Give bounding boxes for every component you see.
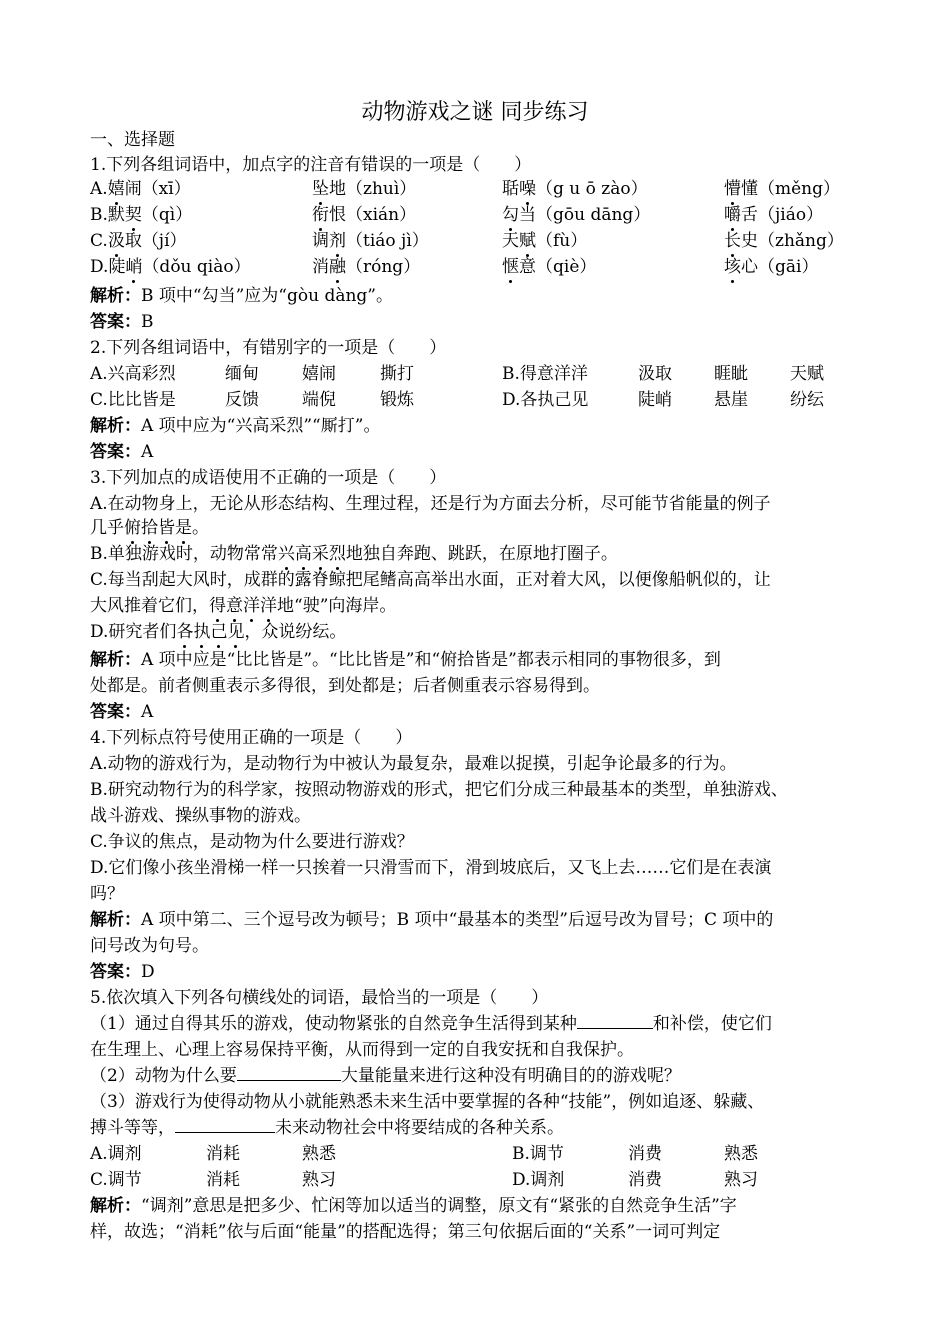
analysis-label: 解析： — [90, 1196, 141, 1216]
answer-text: A — [141, 442, 154, 462]
pinyin: （qì） — [141, 205, 193, 225]
q5-analysis-line2: 样，故选；“消耗”依与后面“能量”的搭配选得；第三句依据后面的“关系”一词可判定 — [90, 1222, 721, 1242]
q5-option-word: C.调节 — [90, 1170, 142, 1190]
analysis-text: A 项中第二、三个逗号改为顿号；B 项中“最基本的类型”后逗号改为冒号；C 项中的 — [141, 910, 774, 930]
q1-answer — [90, 310, 154, 334]
dotted-char: 坠 — [312, 179, 329, 199]
answer-label: 答案： — [90, 312, 141, 332]
q1-option: A.嬉闹（xī） — [90, 179, 191, 199]
word-char: 聒 — [502, 179, 519, 199]
q2-stem: 2.下列各组词语中，有错别字的一项是（ ） — [90, 338, 447, 358]
dotted-char: 噪 — [519, 179, 536, 199]
text-run: 搏斗等等， — [90, 1118, 175, 1138]
word-char: 当 — [519, 205, 536, 225]
dotted-char: 见 — [227, 622, 245, 642]
word-char: 恨 — [329, 205, 346, 225]
dotted-char: 各 — [176, 622, 194, 642]
word-char: 取 — [124, 231, 142, 251]
q5-stem: 5.依次填入下列各句横线处的词语，最恰当的一项是（ ） — [90, 988, 549, 1008]
word-char: 调 — [312, 231, 329, 251]
q4-option-a: A.动物的游戏行为，是动物行为中被认为最复杂，最难以捉摸，引起争论最多的行为。 — [90, 754, 737, 774]
text-run: 未来动物社会中将要结成的各种关系。 — [275, 1118, 564, 1138]
pinyin: （xián） — [346, 205, 417, 225]
q1-option — [724, 177, 840, 201]
q2-option-word: 天赋 — [790, 364, 824, 384]
q5-option-word: B.调节 — [512, 1144, 564, 1164]
text-run: ，众说纷纭。 — [244, 622, 347, 642]
q3-analysis-line2: 处都是。前者侧重表示多得很，到处都是；后者侧重表示容易得到。 — [90, 676, 600, 696]
q5-option-word: D.调剂 — [512, 1170, 565, 1190]
pinyin: （jiáo） — [758, 205, 824, 225]
dotted-idiom — [176, 622, 244, 642]
q5-option-word: 消费 — [628, 1144, 662, 1164]
dotted-char: 赋 — [519, 231, 536, 251]
q5-option-word: 熟悉 — [724, 1144, 758, 1164]
text-run: （2）动物为什么要 — [90, 1066, 237, 1086]
fill-blank — [175, 1116, 275, 1133]
q5-sentence-3-line2 — [90, 1116, 564, 1140]
q2-option-word: D.各执己见 — [502, 390, 589, 410]
text-run: 大量能量来进行这种没有明确目的的游戏呢？ — [340, 1066, 681, 1086]
word-char: 消 — [312, 257, 329, 277]
fill-blank — [237, 1064, 341, 1081]
q2-option-word: 反馈 — [225, 390, 259, 410]
q5-option-word: A.调剂 — [90, 1144, 142, 1164]
q2-option-word: 纷纭 — [790, 390, 824, 410]
q2-option-word: B.得意洋洋 — [502, 364, 588, 384]
dotted-char: 嬉 — [107, 179, 125, 199]
pinyin: （jí） — [141, 231, 187, 251]
q1-option — [312, 203, 416, 227]
q5-option-word: 熟习 — [302, 1170, 336, 1190]
analysis-text: A 项中应是“比比皆是”。“比比皆是”和“俯拾皆是”都表示相同的事物很多，到 — [141, 650, 721, 670]
page-title: 动物游戏之谜 同步练习 — [361, 100, 589, 125]
q5-option-word: 熟习 — [724, 1170, 758, 1190]
dotted-char: 俯 — [124, 518, 141, 538]
word-char: 陡 — [108, 257, 126, 277]
dotted-char: 洋 — [243, 596, 260, 616]
answer-label: 答案： — [90, 442, 141, 462]
dotted-char: 兴 — [277, 544, 295, 564]
word-char: 舌 — [741, 205, 758, 225]
q2-option-word: 端倪 — [302, 390, 336, 410]
text-run: （1）通过自得其乐的游戏，使动物紧张的自然竞争生活得到某种 — [90, 1014, 577, 1034]
q2-option-word: 锻炼 — [380, 390, 414, 410]
answer-text: B — [141, 312, 154, 332]
word-char: 闹 — [124, 179, 142, 199]
q2-option-word: 睚眦 — [714, 364, 748, 384]
word-char: 史 — [741, 231, 758, 251]
dotted-char: 是 — [175, 518, 192, 538]
word-char: 心 — [741, 257, 758, 277]
pinyin: （gāi） — [758, 257, 819, 277]
analysis-label: 解析： — [90, 910, 141, 930]
dotted-idiom — [209, 596, 277, 616]
dotted-char: 峭 — [125, 257, 143, 277]
q1-option: C.汲取（jí） — [90, 231, 187, 251]
q1-option — [724, 255, 818, 279]
q3-option-b — [90, 542, 618, 566]
dotted-char: 皆 — [158, 518, 175, 538]
q4-analysis-line1 — [90, 908, 773, 932]
q5-option-word: 熟悉 — [302, 1144, 336, 1164]
pinyin: （zhuì） — [346, 179, 417, 199]
q2-option-word: C.比比皆是 — [90, 390, 176, 410]
q5-sentence-1-line2: 在生理上、心理上容易保持平衡，从而得到一定的自我安抚和自我保护。 — [90, 1040, 634, 1060]
dotted-char: 洋 — [260, 596, 277, 616]
q5-analysis-line1 — [90, 1194, 737, 1218]
dotted-char: 高 — [294, 544, 312, 564]
q2-option-word: 悬崖 — [714, 390, 748, 410]
pinyin: （róng） — [346, 257, 421, 277]
q2-option-word: 陡峭 — [638, 390, 672, 410]
q5-option-word: 消耗 — [206, 1144, 240, 1164]
pinyin: （xī） — [141, 179, 191, 199]
dotted-char: 拾 — [141, 518, 158, 538]
word-char: 天 — [502, 231, 519, 251]
dotted-char: 长 — [724, 231, 741, 251]
pinyin: （měng） — [758, 179, 841, 199]
q1-stem: 1.下列各组词语中，加点字的注音有错误的一项是（ ） — [90, 155, 532, 175]
pinyin: （g u ō zào） — [536, 179, 648, 199]
q4-option-d-line1: D.它们像小孩坐滑梯一样一只挨着一只滑雪而下，滑到坡底后，又飞上去……它们是在表演 — [90, 858, 772, 878]
q3-option-a-line2 — [90, 516, 209, 540]
pinyin: （qiè） — [536, 257, 597, 277]
q4-option-b-line2: 战斗游戏、操纵事物的游戏。 — [90, 806, 311, 826]
q1-option — [312, 255, 420, 279]
pinyin: （dǒu qiào） — [142, 257, 251, 277]
analysis-label: 解析： — [90, 416, 141, 436]
dotted-char: 衔 — [312, 205, 329, 225]
analysis-text: A 项中应为“兴高采烈”“厮打”。 — [141, 416, 381, 436]
text-run: B.单独游戏时，动物常常 — [90, 544, 278, 564]
q1-option — [312, 229, 429, 253]
q1-option — [724, 229, 844, 253]
q4-option-d-line2: 吗？ — [90, 884, 124, 904]
q2-analysis — [90, 414, 380, 438]
text-run: 大风推着它们， — [90, 596, 209, 616]
word-char: 意 — [519, 257, 536, 277]
q1-option — [724, 203, 823, 227]
q3-answer — [90, 700, 153, 724]
q3-stem: 3.下列加点的成语使用不正确的一项是（ ） — [90, 468, 447, 488]
dotted-char: 懵 — [724, 179, 741, 199]
dotted-char: 执 — [193, 622, 211, 642]
answer-label: 答案： — [90, 702, 141, 722]
word-char: 地 — [329, 179, 346, 199]
dotted-char: 得 — [209, 596, 226, 616]
text-run: 和补偿，使它们 — [652, 1014, 772, 1034]
q5-sentence-3-line1: （3）游戏行为使得动物从小就能熟悉未来生活中要掌握的各种“技能”，例如追逐、躲藏、 — [90, 1092, 765, 1112]
fill-blank — [577, 1012, 653, 1029]
q3-analysis-line1 — [90, 648, 721, 672]
q2-option-word: 撕打 — [380, 364, 414, 384]
q5-sentence-1-line1 — [90, 1012, 772, 1036]
analysis-text: “调剂”意思是把多少、忙闲等加以适当的调整，原文有“紧张的自然竞争生活”字 — [141, 1196, 737, 1216]
q4-answer — [90, 960, 155, 984]
word-char: 默 — [107, 205, 125, 225]
dotted-char: 惬 — [502, 257, 519, 277]
answer-label: 答案： — [90, 962, 141, 982]
pinyin: （tiáo jì） — [346, 231, 429, 251]
q5-option-word: 消耗 — [206, 1170, 240, 1190]
section-heading: 一、选择题 — [90, 130, 175, 150]
text-run: 。 — [192, 518, 209, 538]
q1-option — [502, 177, 648, 201]
dotted-char: 烈 — [328, 544, 346, 564]
dotted-idiom — [124, 518, 192, 538]
q1-option — [502, 203, 650, 227]
q1-option: B.默契（qì） — [90, 205, 193, 225]
q4-analysis-line2: 问号改为句号。 — [90, 936, 209, 956]
dotted-char: 己 — [210, 622, 228, 642]
text-run: 地独自奔跑、跳跃，在原地打圈子。 — [345, 544, 618, 564]
pinyin: （zhǎng） — [758, 231, 844, 251]
q3-option-c-line1: C.每当刮起大风时，成群的露脊鲸把尾鳍高高举出水面，正对着大风，以便像船帆似的，让 — [90, 570, 771, 590]
text-run: D.研究者们 — [90, 622, 177, 642]
dotted-char: 融 — [329, 257, 346, 277]
dotted-idiom — [278, 544, 346, 564]
dotted-char: 垓 — [724, 257, 741, 277]
q2-option-word: 嬉闹 — [302, 364, 336, 384]
q5-sentence-2 — [90, 1064, 681, 1088]
q3-option-c-line2 — [90, 594, 396, 618]
dotted-char: 契 — [124, 205, 142, 225]
q1-analysis — [90, 284, 393, 308]
q3-option-a-line1: A.在动物身上，无论从形态结构、生理过程，还是行为方面去分析，尽可能节省能量的例子 — [90, 494, 771, 514]
q3-option-d — [90, 620, 346, 644]
dotted-char: 嚼 — [724, 205, 741, 225]
dotted-char: 意 — [226, 596, 243, 616]
q2-option-word: 缅甸 — [225, 364, 259, 384]
word-char: 懂 — [741, 179, 758, 199]
q1-option: D.陡峭（dǒu qiào） — [90, 257, 251, 277]
q2-answer — [90, 440, 153, 464]
analysis-label: 解析： — [90, 286, 141, 306]
pinyin: （gōu dāng） — [536, 205, 651, 225]
dotted-char: 汲 — [107, 231, 125, 251]
dotted-char: 剂 — [329, 231, 346, 251]
q4-stem: 4.下列标点符号使用正确的一项是（ ） — [90, 728, 413, 748]
text-run: 几乎 — [90, 518, 124, 538]
q1-option — [502, 229, 587, 253]
q1-option — [312, 177, 416, 201]
answer-text: D — [141, 962, 155, 982]
dotted-char: 采 — [311, 544, 329, 564]
q4-option-c: C.争议的焦点，是动物为什么要进行游戏？ — [90, 832, 414, 852]
q5-option-word: 消费 — [628, 1170, 662, 1190]
dotted-char: 勾 — [502, 205, 519, 225]
analysis-label: 解析： — [90, 650, 141, 670]
q1-option — [502, 255, 596, 279]
q2-option-word: A.兴高彩烈 — [90, 364, 176, 384]
q2-option-word: 汲取 — [638, 364, 672, 384]
text-run: 地“驶”向海岸。 — [277, 596, 397, 616]
answer-text: A — [141, 702, 154, 722]
q4-option-b-line1: B.研究动物行为的科学家，按照动物游戏的形式，把它们分成三种最基本的类型，单独游戏、 — [90, 780, 788, 800]
pinyin: （fù） — [536, 231, 588, 251]
analysis-text: B 项中“勾当”应为“gòu dàng”。 — [141, 286, 393, 306]
